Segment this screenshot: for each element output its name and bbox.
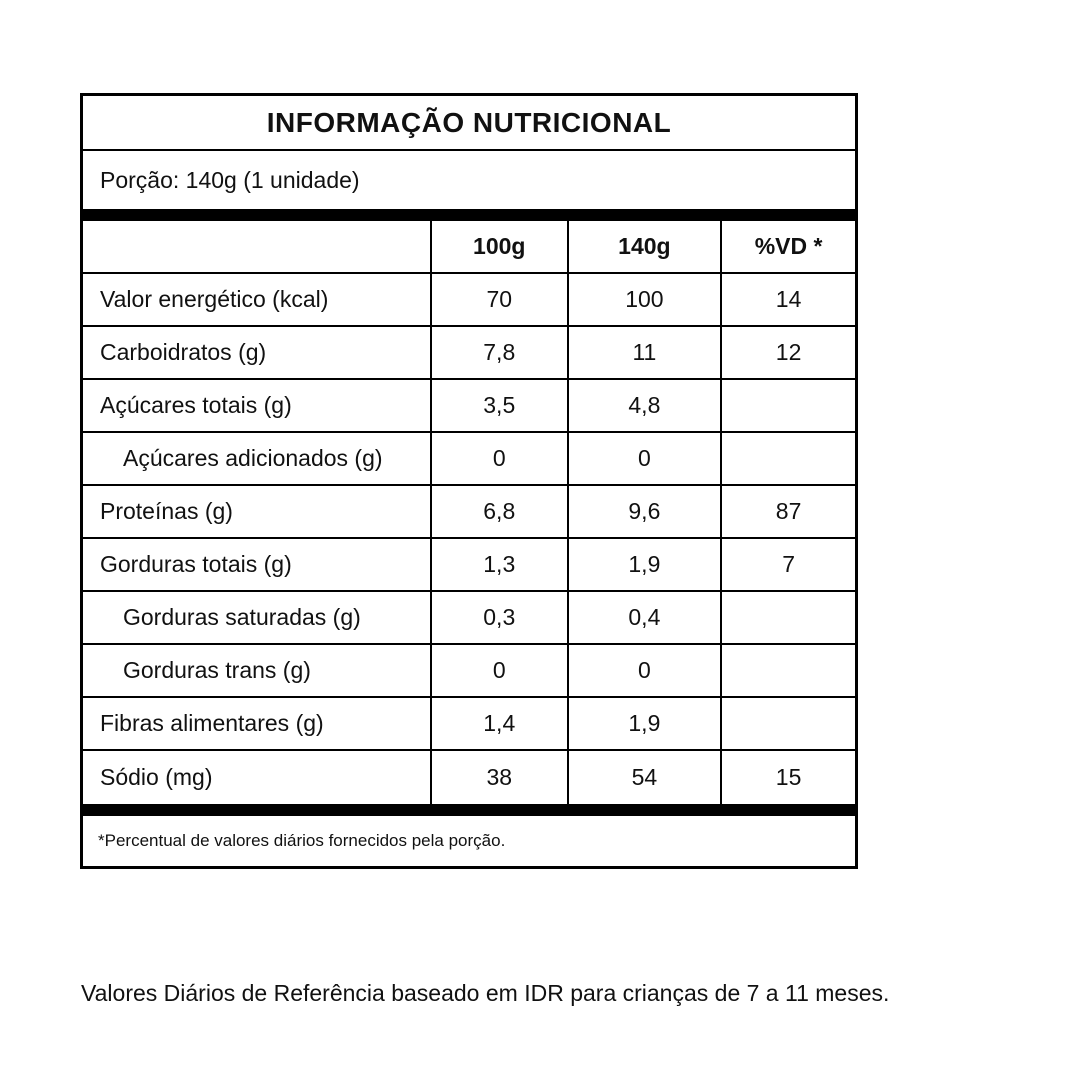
row-value-100g: 3,5 [432,380,569,431]
row-value-140g: 54 [569,751,723,804]
table-row-protein [83,486,855,539]
table-row-energy [83,274,855,327]
table-row-total-sugars [83,380,855,433]
row-value-140g: 9,6 [569,486,723,537]
row-value-140g: 100 [569,274,723,325]
table-row-added-sugars [83,433,855,486]
row-value-vd [722,433,855,484]
table-row-fiber [83,698,855,751]
row-value-140g: 0 [569,645,723,696]
table-row-trans-fat [83,645,855,698]
thick-divider-bottom [83,804,855,816]
row-value-100g: 38 [432,751,569,804]
row-label: Açúcares adicionados (g) [83,433,432,484]
row-value-vd: 14 [775,286,802,312]
serving-size: Porção: 140g (1 unidade) [100,166,360,193]
row-value-100g: 0,3 [432,592,569,643]
row-label: Gorduras totais (g) [83,539,432,590]
row-value-vd [722,380,855,431]
row-label: Fibras alimentares (g) [83,698,432,749]
table-row-total-fat [83,539,855,592]
reference-values-caption: Valores Diários de Referência baseado em IDR para crianças de 7 a 11 meses. [81,980,890,1006]
row-value-100g: 1,3 [432,539,569,590]
thick-divider-top [83,209,855,221]
row-value-vd [722,645,855,696]
row-value-vd: 7 [782,551,795,577]
column-header-140g: 140g [569,221,723,272]
column-header-vd: %VD * [754,233,823,259]
column-header-row [83,221,855,274]
row-value-vd: 87 [775,498,802,524]
row-value-140g: 1,9 [569,698,723,749]
row-value-vd: 15 [775,764,802,790]
row-value-vd [722,592,855,643]
row-label: Valor energético (kcal) [83,274,432,325]
row-label: Sódio (mg) [83,751,432,804]
row-value-100g: 70 [432,274,569,325]
row-value-140g: 0,4 [569,592,723,643]
column-header-empty [83,221,432,272]
row-value-140g: 4,8 [569,380,723,431]
row-value-100g: 0 [432,645,569,696]
row-label: Gorduras trans (g) [83,645,432,696]
nutrition-facts-table [80,93,858,869]
row-label: Carboidratos (g) [83,327,432,378]
column-header-100g: 100g [432,221,569,272]
row-value-140g: 0 [569,433,723,484]
table-row-saturated-fat [83,592,855,645]
row-value-100g: 0 [432,433,569,484]
table-title: INFORMAÇÃO NUTRICIONAL [83,96,855,151]
row-label: Gorduras saturadas (g) [83,592,432,643]
table-footnote: *Percentual de valores diários fornecidos pela porção. [98,831,506,850]
row-value-vd: 12 [775,339,802,365]
row-value-vd [722,698,855,749]
row-value-100g: 7,8 [432,327,569,378]
table-row-sodium [83,751,855,804]
row-value-100g: 1,4 [432,698,569,749]
row-value-140g: 1,9 [569,539,723,590]
row-label: Açúcares totais (g) [83,380,432,431]
table-row-carbs [83,327,855,380]
row-value-140g: 11 [569,327,723,378]
row-label: Proteínas (g) [83,486,432,537]
row-value-100g: 6,8 [432,486,569,537]
